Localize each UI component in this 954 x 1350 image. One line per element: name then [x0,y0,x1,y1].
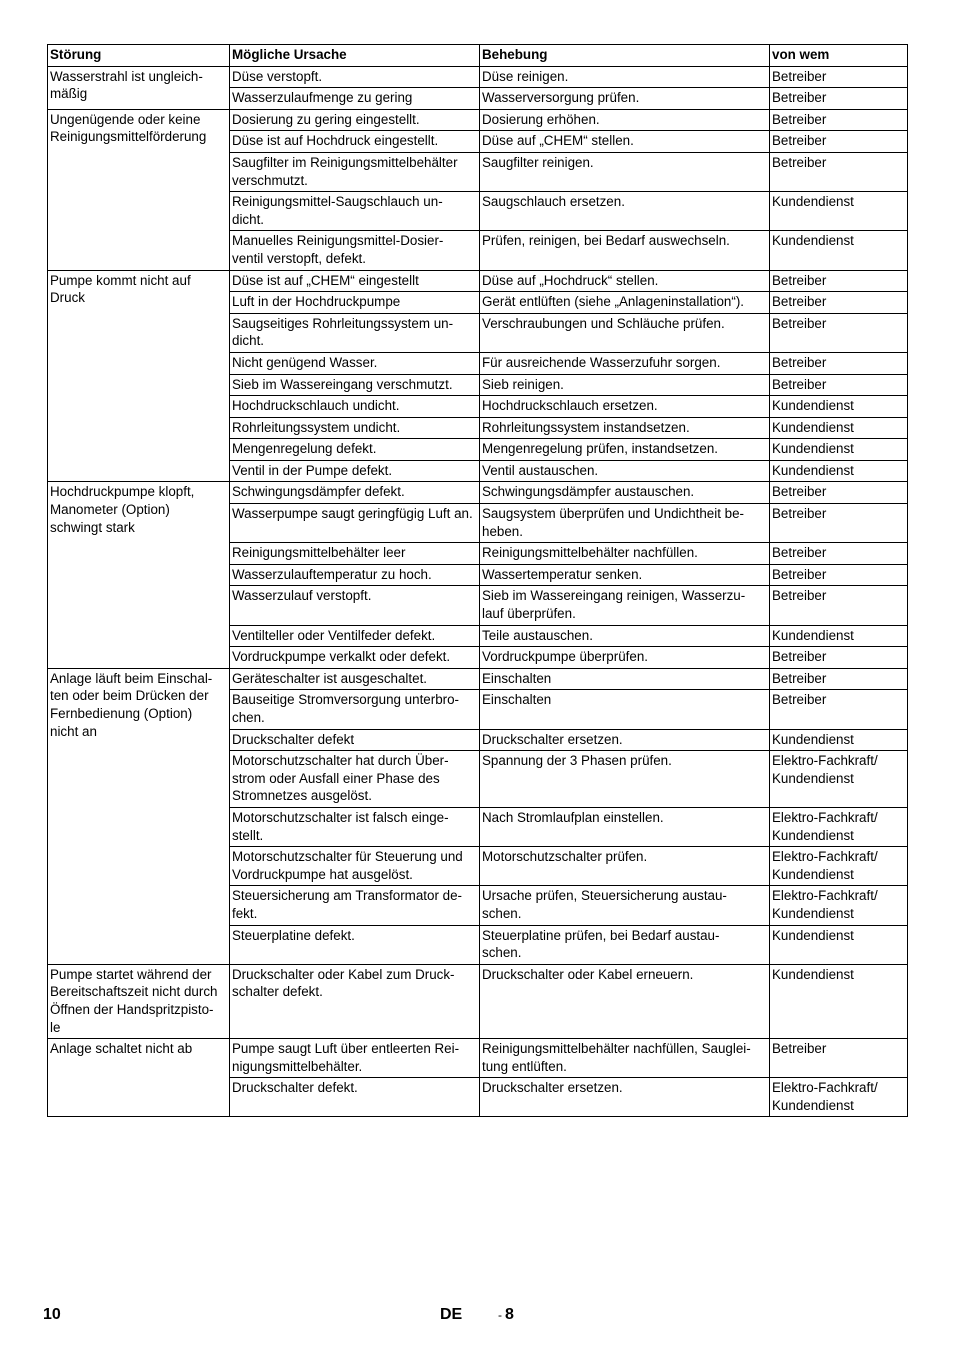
cause-cell: Pumpe saugt Luft über entleerten Rei- nigungsmittelbehälter. [230,1039,480,1078]
cause-cell: Wasserzulaufmenge zu gering [230,88,480,110]
problem-cell: Pumpe kommt nicht auf Druck [48,270,230,482]
header-behebung: Behebung [480,45,770,67]
cause-cell: Geräteschalter ist ausgeschaltet. [230,668,480,690]
header-von-wem: von wem [770,45,908,67]
responsible-cell: Elektro-Fachkraft/ Kundendienst [770,847,908,886]
table-body [48,66,908,1117]
cause-cell: Rohrleitungssystem undicht. [230,417,480,439]
responsible-cell: Betreiber [770,152,908,191]
cause-cell: Düse verstopft. [230,66,480,88]
table-header-row [48,45,908,67]
responsible-cell: Kundendienst [770,925,908,964]
remedy-cell: Rohrleitungssystem instandsetzen. [480,417,770,439]
cause-cell: Schwingungsdämpfer defekt. [230,482,480,504]
responsible-cell: Elektro-Fachkraft/ Kundendienst [770,1078,908,1117]
table-row [48,109,908,131]
responsible-cell: Betreiber [770,668,908,690]
cause-cell: Reinigungsmittelbehälter leer [230,543,480,565]
table-row [48,270,908,292]
cause-cell: Reinigungsmittel-Saugschlauch un- dicht. [230,192,480,231]
cause-cell: Steuerplatine defekt. [230,925,480,964]
table-row [48,482,908,504]
responsible-cell: Betreiber [770,270,908,292]
responsible-cell: Betreiber [770,1039,908,1078]
responsible-cell: Kundendienst [770,231,908,270]
responsible-cell: Kundendienst [770,460,908,482]
responsible-cell: Betreiber [770,482,908,504]
cause-cell: Wasserpumpe saugt geringfügig Luft an. [230,504,480,543]
responsible-cell: Elektro-Fachkraft/ Kundendienst [770,886,908,925]
remedy-cell: Mengenregelung prüfen, instandsetzen. [480,439,770,461]
remedy-cell: Verschraubungen und Schläuche prüfen. [480,313,770,352]
responsible-cell: Betreiber [770,131,908,153]
responsible-cell: Betreiber [770,564,908,586]
problem-cell: Anlage schaltet nicht ab [48,1039,230,1117]
remedy-cell: Düse auf „Hochdruck“ stellen. [480,270,770,292]
remedy-cell: Saugsystem überprüfen und Undichtheit be- heben. [480,504,770,543]
responsible-cell: Betreiber [770,313,908,352]
cause-cell: Luft in der Hochdruckpumpe [230,292,480,314]
responsible-cell: Kundendienst [770,439,908,461]
troubleshooting-table [47,44,908,1117]
problem-cell: Hochdruckpumpe klopft, Manometer (Option) schwingt stark [48,482,230,668]
cause-cell: Druckschalter defekt [230,729,480,751]
remedy-cell: Druckschalter oder Kabel erneuern. [480,964,770,1038]
remedy-cell: Nach Stromlaufplan einstellen. [480,807,770,846]
header-ursache: Mögliche Ursache [230,45,480,67]
remedy-cell: Saugfilter reinigen. [480,152,770,191]
remedy-cell: Wasserversorgung prüfen. [480,88,770,110]
responsible-cell: Betreiber [770,88,908,110]
responsible-cell: Kundendienst [770,192,908,231]
responsible-cell: Betreiber [770,292,908,314]
remedy-cell: Teile austauschen. [480,625,770,647]
remedy-cell: Sieb reinigen. [480,374,770,396]
responsible-cell: Kundendienst [770,625,908,647]
cause-cell: Düse ist auf Hochdruck eingestellt. [230,131,480,153]
problem-cell: Wasserstrahl ist ungleich- mäßig [48,66,230,109]
table-row [48,668,908,690]
responsible-cell: Kundendienst [770,729,908,751]
responsible-cell: Kundendienst [770,396,908,418]
cause-cell: Druckschalter defekt. [230,1078,480,1117]
remedy-cell: Prüfen, reinigen, bei Bedarf auswechseln. [480,231,770,270]
remedy-cell: Sieb im Wassereingang reinigen, Wasserzu- lauf überprüfen. [480,586,770,625]
responsible-cell: Betreiber [770,352,908,374]
cause-cell: Sieb im Wassereingang verschmutzt. [230,374,480,396]
problem-cell: Ungenügende oder keine Reinigungsmittelförderung [48,109,230,270]
cause-cell: Nicht genügend Wasser. [230,352,480,374]
responsible-cell: Betreiber [770,543,908,565]
remedy-cell: Gerät entlüften (siehe „Anlageninstallation“). [480,292,770,314]
responsible-cell: Elektro-Fachkraft/ Kundendienst [770,751,908,808]
page-number: 10 [43,1306,61,1323]
remedy-cell: Druckschalter ersetzen. [480,729,770,751]
header-stoerung: Störung [48,45,230,67]
cause-cell: Wasserzulauftemperatur zu hoch. [230,564,480,586]
cause-cell: Manuelles Reinigungsmittel-Dosier- ventil verstopft, defekt. [230,231,480,270]
remedy-cell: Druckschalter ersetzen. [480,1078,770,1117]
responsible-cell: Betreiber [770,586,908,625]
cause-cell: Ventil in der Pumpe defekt. [230,460,480,482]
troubleshooting-table-container [47,44,907,1117]
page-dash: - [498,1308,502,1322]
section-page: 8 [505,1306,514,1323]
remedy-cell: Einschalten [480,668,770,690]
remedy-cell: Düse auf „CHEM“ stellen. [480,131,770,153]
remedy-cell: Reinigungsmittelbehälter nachfüllen, Sauglei- tung entlüften. [480,1039,770,1078]
cause-cell: Saugfilter im Reinigungsmittelbehälter verschmutzt. [230,152,480,191]
remedy-cell: Spannung der 3 Phasen prüfen. [480,751,770,808]
table-row [48,964,908,1038]
remedy-cell: Vordruckpumpe überprüfen. [480,647,770,669]
language-code: DE [440,1306,463,1323]
responsible-cell: Betreiber [770,66,908,88]
remedy-cell: Wassertemperatur senken. [480,564,770,586]
responsible-cell: Betreiber [770,504,908,543]
responsible-cell: Kundendienst [770,417,908,439]
cause-cell: Motorschutzschalter für Steuerung und Vordruckpumpe hat ausgelöst. [230,847,480,886]
responsible-cell: Betreiber [770,374,908,396]
responsible-cell: Kundendienst [770,964,908,1038]
cause-cell: Ventilteller oder Ventilfeder defekt. [230,625,480,647]
cause-cell: Bauseitige Stromversorgung unterbro- chen. [230,690,480,729]
cause-cell: Hochdruckschlauch undicht. [230,396,480,418]
remedy-cell: Schwingungsdämpfer austauschen. [480,482,770,504]
remedy-cell: Ursache prüfen, Steuersicherung austau- schen. [480,886,770,925]
remedy-cell: Steuerplatine prüfen, bei Bedarf austau- schen. [480,925,770,964]
remedy-cell: Für ausreichende Wasserzufuhr sorgen. [480,352,770,374]
cause-cell: Saugseitiges Rohrleitungssystem un- dicht. [230,313,480,352]
remedy-cell: Reinigungsmittelbehälter nachfüllen. [480,543,770,565]
table-row [48,1039,908,1078]
cause-cell: Steuersicherung am Transformator de- fekt. [230,886,480,925]
cause-cell: Dosierung zu gering eingestellt. [230,109,480,131]
remedy-cell: Ventil austauschen. [480,460,770,482]
remedy-cell: Dosierung erhöhen. [480,109,770,131]
remedy-cell: Saugschlauch ersetzen. [480,192,770,231]
cause-cell: Motorschutzschalter hat durch Über- strom oder Ausfall einer Phase des Stromnetzes ausgelöst. [230,751,480,808]
responsible-cell: Elektro-Fachkraft/ Kundendienst [770,807,908,846]
cause-cell: Wasserzulauf verstopft. [230,586,480,625]
cause-cell: Motorschutzschalter ist falsch einge- stellt. [230,807,480,846]
cause-cell: Druckschalter oder Kabel zum Druck- schalter defekt. [230,964,480,1038]
section-page-number [498,1306,514,1324]
responsible-cell: Betreiber [770,690,908,729]
problem-cell: Anlage läuft beim Einschal- ten oder beim Drücken der Fernbedienung (Option) nicht an [48,668,230,964]
remedy-cell: Motorschutzschalter prüfen. [480,847,770,886]
cause-cell: Vordruckpumpe verkalkt oder defekt. [230,647,480,669]
problem-cell: Pumpe startet während der Bereitschaftszeit nicht durch Öffnen der Handspritzpisto- le [48,964,230,1038]
remedy-cell: Einschalten [480,690,770,729]
remedy-cell: Hochdruckschlauch ersetzen. [480,396,770,418]
responsible-cell: Betreiber [770,109,908,131]
responsible-cell: Betreiber [770,647,908,669]
remedy-cell: Düse reinigen. [480,66,770,88]
table-row [48,66,908,88]
cause-cell: Düse ist auf „CHEM“ eingestellt [230,270,480,292]
cause-cell: Mengenregelung defekt. [230,439,480,461]
